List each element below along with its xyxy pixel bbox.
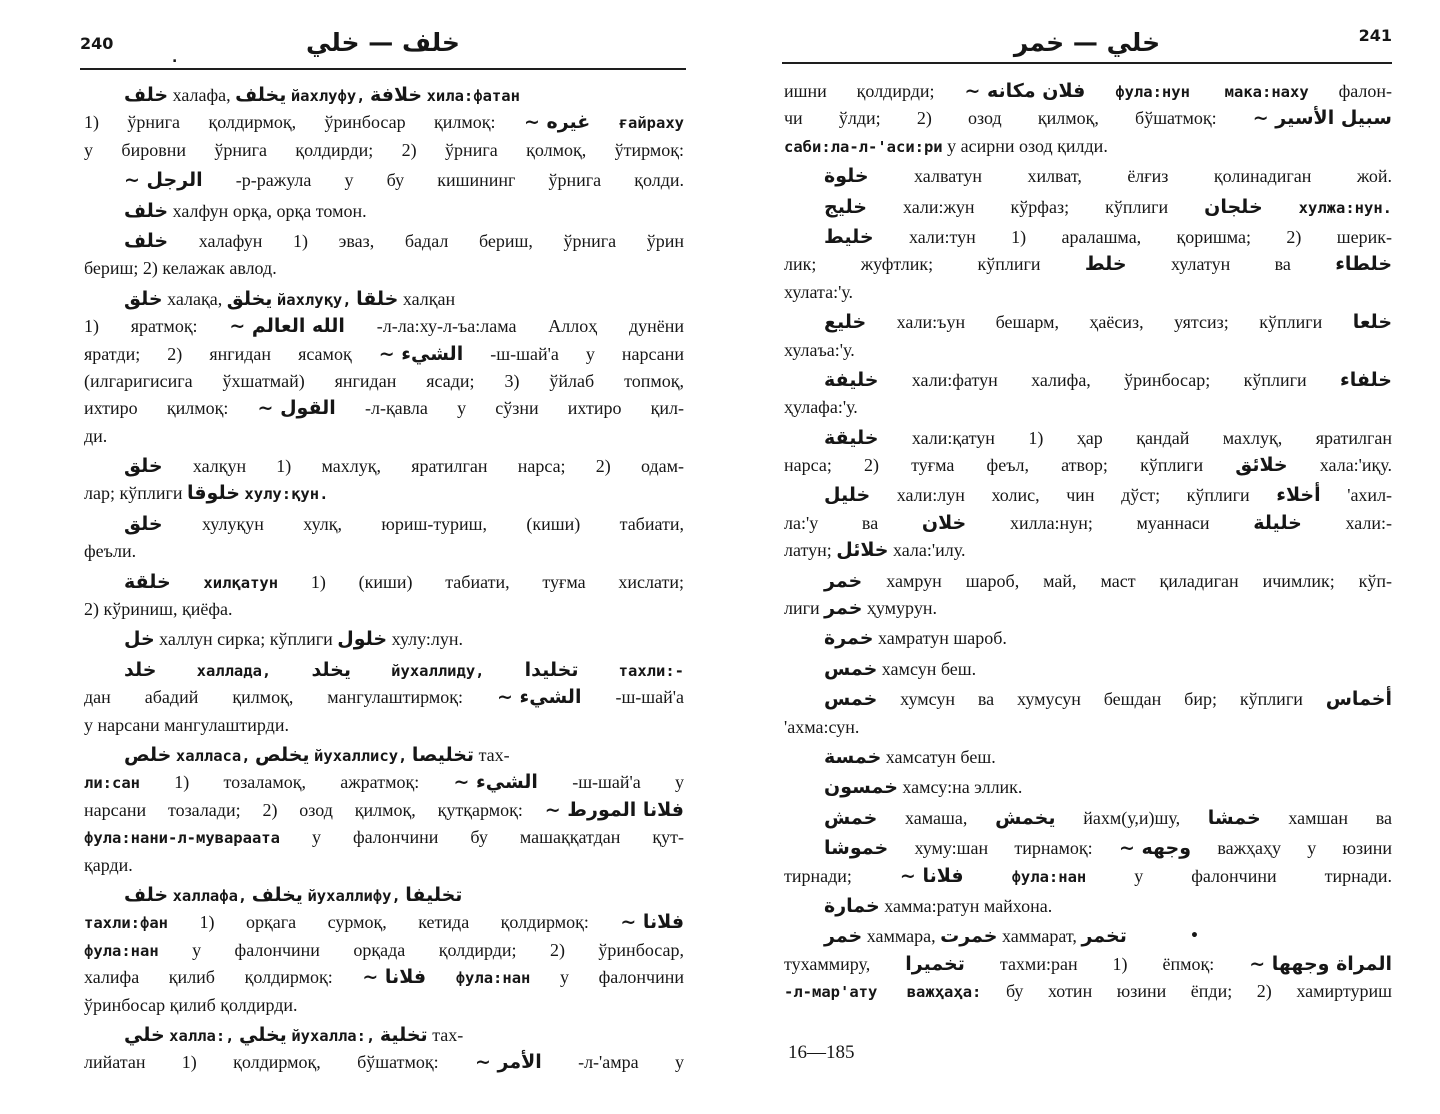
definition-text: тах- [432, 1024, 464, 1045]
definition-text: халватун хилват, ёлғиз қолинадиган жой. [914, 166, 1392, 187]
definition-text: хаммарат, [1002, 926, 1077, 947]
arabic-headword: خليقة [824, 426, 879, 449]
arabic-headword: خلص [124, 743, 172, 766]
arabic-headword: خلي [124, 1023, 165, 1046]
definition-text: халақа, [167, 288, 223, 309]
entry-line [784, 309, 1392, 336]
arabic-form: يخلد [311, 658, 351, 681]
definition-text: -ш-шай'а [615, 687, 685, 708]
arabic-form: خمشا [1207, 806, 1261, 829]
definition-text: тухаммиру, [784, 953, 871, 974]
arabic-form: فلانا ~ [620, 911, 685, 934]
arabic-headword: خليل [824, 484, 871, 507]
arabic-form: يخلف [251, 883, 303, 906]
page-number: 240 [80, 34, 114, 53]
definition-text: хали:фатун халифа, ўринбосар; кўплиги [911, 369, 1307, 390]
entry-line [84, 569, 684, 596]
definition-text: тах- [478, 744, 510, 765]
print-speck: . [172, 50, 178, 66]
entry-line [784, 105, 1392, 132]
entry-line [784, 537, 1392, 564]
transliteration: фула:нан [455, 969, 531, 988]
definition-text: тирнади; [784, 865, 852, 886]
definition-text: хамшан ва [1288, 807, 1392, 828]
definition-text: важҳаҳу у юзини [1217, 838, 1392, 859]
definition-text: ла:'у ва [784, 512, 879, 533]
definition-text: у бировни ўрнига қолдирди; 2) ўрнига қолмоқ, ўтирмоқ: [84, 139, 684, 160]
arabic-form: تخلية [379, 1023, 428, 1046]
transliteration: йахлуфу, [290, 87, 366, 105]
entry-line [84, 684, 684, 711]
entry-line [84, 82, 684, 109]
definition-text: хала:'иқу. [1319, 455, 1392, 476]
definition-text: халафун 1) эваз, бадал бериш, ўрнига ўрин [198, 230, 684, 251]
arabic-form: يخلق [226, 287, 273, 310]
arabic-form: خلفاء [1340, 368, 1392, 391]
arabic-headword: خمس [824, 657, 878, 680]
definition-text: хулата:'у. [784, 281, 854, 302]
entry-line [784, 835, 1392, 862]
arabic-headword: خليع [824, 311, 867, 334]
definition-text: хали:қатун 1) ҳар қандай махлуқ, яратилган [911, 427, 1392, 448]
transliteration: фула:нан [84, 941, 159, 960]
definition-text: ҳулафа:'у. [784, 397, 858, 418]
transliteration: йухалла:, [291, 1026, 376, 1045]
right-page [720, 0, 1440, 1114]
arabic-form: خلافة [370, 84, 423, 106]
entry-line [784, 452, 1392, 479]
entry-line [784, 714, 1392, 741]
entry-line [84, 198, 684, 225]
definition-text: хуму:шан тирнамоқ: [914, 838, 1093, 859]
running-headword: خلي — خمر [1013, 28, 1161, 57]
definition-text: у асирни озод қилди. [947, 135, 1108, 156]
arabic-form: فلانا ~ [362, 966, 427, 989]
arabic-headword: خمسة [824, 745, 882, 768]
page-header [80, 26, 686, 66]
print-speck: • [1190, 928, 1199, 944]
transliteration: халла:, [169, 1026, 235, 1045]
definition-text: нарса; 2) туғма феъл, атвор; кўплиги [784, 455, 1204, 476]
definition-text: хали:лун холис, чин дўст; кўплиги [896, 485, 1250, 506]
definition-text: хамма:ратун майхона. [884, 895, 1053, 916]
arabic-form: خلطاء [1335, 253, 1393, 276]
entry-line [784, 251, 1392, 278]
transliteration: тахли:фан [84, 914, 168, 933]
transliteration: -л-мар'ату важҳаҳа: [784, 983, 982, 1002]
definition-text: латун; [784, 540, 832, 561]
arabic-form: تخميرا [905, 952, 965, 975]
arabic-headword: خلوة [824, 165, 869, 188]
definition-text: ди. [84, 425, 108, 446]
arabic-headword: خمش [824, 806, 878, 829]
entry-line [84, 964, 684, 991]
transliteration: ли:сан [84, 774, 140, 793]
arabic-form: الشيء ~ [497, 686, 582, 709]
definition-text: 'ахма:сун. [784, 716, 860, 737]
arabic-form: خمرت [940, 925, 998, 948]
arabic-form: خلوقا [186, 482, 240, 505]
arabic-headword: خلف [124, 84, 169, 106]
arabic-form: الشيء ~ [453, 771, 538, 794]
entry-line [784, 510, 1392, 537]
transliteration: халласа, [175, 746, 251, 765]
entry-line [84, 453, 684, 480]
arabic-form: وجهه ~ [1118, 837, 1192, 860]
entry-line [84, 423, 684, 450]
arabic-form: خلائق [1235, 454, 1288, 477]
arabic-headword: خليط [824, 225, 874, 248]
entry-line [84, 341, 684, 368]
arabic-headword: خلف [124, 199, 169, 222]
definition-text: -л-қавла у сўзни ихтиро қил- [364, 398, 684, 419]
arabic-form: فلان مكانه ~ [964, 80, 1086, 102]
definition-text: хамсу:на эллик. [902, 777, 1023, 798]
entry-line [784, 367, 1392, 394]
entry-line [784, 482, 1392, 509]
arabic-headword: خمس [824, 688, 878, 711]
entry-line [784, 337, 1392, 364]
entry-line [84, 712, 684, 739]
entry-line [784, 744, 1392, 771]
definition-text: чи ўлди; 2) озод қилмоқ, бўшатмоқ: [784, 108, 1217, 129]
arabic-headword: خلق [124, 455, 163, 478]
arabic-headword: خلق [124, 287, 163, 310]
definition-text: ўринбосар қилиб қолдирди. [84, 994, 298, 1015]
definition-text: тахми:ран 1) ёпмоқ: [999, 953, 1215, 974]
arabic-headword: خليج [824, 195, 867, 218]
transliteration: йухаллиду, [391, 661, 485, 680]
transliteration: халлафа, [172, 886, 248, 905]
transliteration: хила:фатан [426, 87, 520, 105]
arabic-headword: خلف [124, 883, 169, 906]
arabic-headword: خلف [124, 229, 169, 252]
arabic-form: فلانا ~ [899, 864, 964, 887]
page-header [782, 26, 1392, 66]
definition-text: хали:ъун бешарм, ҳаёсиз, уятсиз; кўплиги [896, 312, 1323, 333]
entry-line [84, 313, 684, 340]
definition-text: хали:жун кўрфаз; кўплиги [902, 196, 1169, 217]
definition-text: халқун 1) махлуқ, яратилган нарса; 2) одам- [192, 456, 685, 477]
entry-line [84, 167, 684, 194]
definition-text: -л-ла:ху-л-ъа:лама Аллоҳ дунёни [376, 316, 685, 337]
definition-text: у нарсани мангулаштирди. [84, 714, 289, 735]
definition-text: 1) ўрнига қолдирмоқ, ўринбосар қилмоқ: [84, 112, 496, 133]
arabic-form: يخمش [995, 806, 1056, 829]
arabic-form: المراة وجهها ~ [1249, 952, 1393, 975]
definition-text: ҳумурун. [866, 598, 937, 619]
entry-line [84, 1022, 684, 1049]
transliteration: тахли:- [618, 661, 684, 680]
entry-line [84, 657, 684, 684]
arabic-headword: خمرة [824, 627, 874, 650]
definition-text: -ш-шай'а у [572, 772, 685, 793]
arabic-headword: خمر [824, 569, 863, 592]
arabic-form: يخلف [235, 84, 287, 106]
entry-line [784, 625, 1392, 652]
arabic-headword: خلقة [124, 570, 171, 593]
definition-text: у фалончини орқада қолдирди; 2) ўринбосар, [192, 939, 684, 960]
printer-signature: 16—185 [788, 1042, 855, 1063]
arabic-form: خليلة [1253, 511, 1302, 534]
arabic-form: الله العالم ~ [229, 315, 345, 338]
entry-line [784, 686, 1392, 713]
transliteration: халлада, [196, 661, 272, 680]
entry-line [784, 805, 1392, 832]
page-number: 241 [1358, 26, 1392, 45]
arabic-form: الأمر ~ [474, 1051, 542, 1074]
definition-text: у фалончини [560, 967, 685, 988]
arabic-form: تخليفا [405, 883, 463, 906]
transliteration: хулу:қун. [244, 485, 329, 504]
arabic-form: تخليصا [411, 743, 475, 766]
entry-line [84, 769, 684, 796]
entry-line [84, 538, 684, 565]
definition-text: 1) тозаламоқ, ажратмоқ: [174, 772, 420, 793]
arabic-headword: الرجل ~ [124, 169, 203, 192]
transliteration: йухаллису, [314, 746, 408, 765]
definition-text: лар; кўплиги [84, 483, 183, 504]
entry-line [784, 163, 1392, 190]
definition-text: хулу:лун. [391, 629, 464, 650]
definition-text: хамсатун беш. [885, 746, 996, 767]
arabic-form: يخلي [239, 1023, 287, 1046]
definition-text: хамратун шароб. [877, 628, 1007, 649]
arabic-headword: خل [124, 628, 155, 651]
arabic-headword: خلق [124, 512, 163, 535]
entry-line [784, 279, 1392, 306]
entry-line [84, 992, 684, 1019]
definition-text: халифа қилиб қолдирмоқ: [84, 967, 333, 988]
arabic-form: خلط [1084, 253, 1127, 276]
definition-text: хамаша, [905, 807, 968, 828]
entry-line [84, 882, 684, 909]
entry-line [84, 797, 684, 824]
entry-line [784, 194, 1392, 221]
entry-line [84, 824, 684, 851]
entry-line [84, 937, 684, 964]
definition-text: яратди; 2) янгидан ясамоқ [84, 343, 352, 364]
transliteration: фула:нани-л-мувараата [84, 829, 280, 848]
entry-line [84, 255, 684, 282]
arabic-headword: خليفة [824, 368, 879, 391]
transliteration: йухаллифу, [307, 886, 401, 905]
entry-line [784, 425, 1392, 452]
entry-line [84, 852, 684, 879]
arabic-form: الشيء ~ [378, 342, 464, 365]
entry-line [84, 511, 684, 538]
definition-text: ишни қолдирди; [784, 81, 935, 101]
definition-text: бериш; 2) келажак авлод. [84, 258, 277, 279]
entry-line [84, 395, 684, 422]
definition-text: хамрун шароб, май, маст қиладиган ичимлик; кўп- [886, 570, 1393, 591]
arabic-headword: خلد [124, 658, 157, 681]
definition-text: хали:тун 1) аралашма, қоришма; 2) шерик- [908, 226, 1392, 247]
entry-line [784, 978, 1392, 1005]
definition-text: хамсун беш. [881, 658, 977, 679]
definition-text: 1) (киши) табиати, туғма хислати; [310, 571, 685, 592]
arabic-form: خلائل [836, 539, 889, 562]
arabic-form: خلعا [1352, 311, 1393, 334]
arabic-form: القول ~ [257, 397, 336, 420]
arabic-form: خلقا [356, 287, 399, 310]
entry-line [784, 951, 1392, 978]
running-headword: خلف — خلي [306, 28, 460, 57]
definition-text: хулуқун хулқ, юриш-туриш, (киши) табиати, [201, 513, 684, 534]
definition-text: хаммара, [866, 926, 936, 947]
definition-text: лийатан 1) қолдирмоқ, бўшатмоқ: [84, 1052, 439, 1073]
arabic-form: سبيل الأسير ~ [1252, 107, 1392, 130]
arabic-form: غيره ~ [523, 111, 591, 134]
transliteration: йахлуқу, [276, 290, 352, 309]
definition-text: хилла:нун; муаннаси [1009, 512, 1210, 533]
arabic-headword: خمسون [824, 776, 898, 799]
entry-column [84, 82, 684, 1077]
definition-text: у фалончини тирнади. [1134, 865, 1393, 886]
definition-text: лиги [784, 598, 820, 619]
entry-line [784, 893, 1392, 920]
definition-text: (илгаригисига ўхшатмай) янгидан ясади; 3) ўйлаб топмоқ, [84, 370, 684, 391]
definition-text: халқан [402, 288, 456, 309]
header-rule [782, 62, 1392, 64]
arabic-form: أخماس [1325, 688, 1393, 711]
definition-text: феъли. [84, 541, 137, 562]
definition-text: -л-'амра у [578, 1052, 684, 1073]
header-rule [80, 68, 686, 70]
entry-line [784, 595, 1392, 622]
definition-text: ихтиро қилмоқ: [84, 398, 229, 419]
entry-line [84, 480, 684, 507]
entry-line [784, 774, 1392, 801]
definition-text: 1) орқага сурмоқ, кетида қолдирмоқ: [199, 912, 589, 933]
transliteration: фула:нун мака:наху [1115, 83, 1309, 101]
arabic-form: خمر [824, 597, 863, 620]
arabic-form: تخمر [1081, 925, 1127, 948]
definition-text: йахм(у,и)шу, [1083, 807, 1181, 828]
entry-line [84, 137, 684, 164]
arabic-headword: خموشا [824, 837, 889, 860]
definition-text: нарсани тозалади; 2) озод қилмоқ, қутқармоқ: [84, 799, 523, 820]
entry-line [84, 368, 684, 395]
definition-text: халафа, [172, 85, 231, 105]
definition-text: хали:- [1345, 512, 1393, 533]
transliteration: фула:нан [1011, 867, 1087, 886]
entry-line [784, 656, 1392, 683]
definition-text: 'ахил- [1347, 485, 1393, 506]
definition-text: дан абадий қилмоқ, мангулаштирмоқ: [84, 687, 463, 708]
entry-line [784, 78, 1392, 105]
definition-text: -ш-шай'а у нарсани [490, 343, 685, 364]
transliteration: хилқатун [203, 573, 279, 592]
entry-line [784, 863, 1392, 890]
definition-text: хумсун ва хумусун бешдан бир; кўплиги [900, 689, 1303, 710]
arabic-form: يخلص [255, 743, 310, 766]
entry-line [84, 626, 684, 653]
definition-text: лик; жуфтлик; кўплиги [784, 254, 1041, 275]
arabic-form: أخلاء [1276, 484, 1321, 507]
arabic-form: خلان [921, 511, 967, 534]
entry-line [784, 394, 1392, 421]
definition-text: фалон- [1338, 81, 1393, 101]
definition-text: хала:'илу. [893, 540, 966, 561]
definition-text: хулатун ва [1170, 254, 1291, 275]
arabic-headword: خمر [824, 925, 863, 948]
entry-column [784, 78, 1392, 1006]
arabic-form: خلول [337, 628, 388, 651]
entry-line [784, 133, 1392, 160]
definition-text: 2) кўриниш, қиёфа. [84, 599, 233, 620]
definition-text: хулаъа:'у. [784, 339, 855, 360]
arabic-headword: خمارة [824, 894, 880, 917]
arabic-form: خلجان [1204, 195, 1263, 218]
definition-text: у фалончини бу машаққатдан қут- [311, 827, 685, 848]
entry-line [84, 228, 684, 255]
arabic-form: فلانا المورط ~ [544, 798, 684, 821]
definition-text: бу хотин юзини ёпди; 2) хамиртуриш [1005, 981, 1392, 1002]
entry-line [84, 286, 684, 313]
definition-text: -р-ражула у бу кишининг ўрнига қолди. [235, 170, 685, 191]
entry-line [84, 909, 684, 936]
definition-text: халлун сирка; кўплиги [159, 629, 333, 650]
arabic-form: تخليدا [524, 658, 579, 681]
entry-line [84, 742, 684, 769]
definition-text: 1) яратмоқ: [84, 316, 198, 337]
entry-line [784, 568, 1392, 595]
entry-line [84, 596, 684, 623]
entry-line [84, 1049, 684, 1076]
definition-text: халфун орқа, орқа томон. [172, 200, 367, 221]
transliteration: ғайраху [618, 114, 685, 133]
entry-line [784, 923, 1392, 950]
definition-text: қарди. [84, 854, 133, 875]
entry-line [84, 109, 684, 136]
transliteration: хулжа:нун. [1298, 198, 1392, 217]
entry-line [784, 224, 1392, 251]
transliteration: саби:ла-л-'аси:ри [784, 137, 943, 156]
